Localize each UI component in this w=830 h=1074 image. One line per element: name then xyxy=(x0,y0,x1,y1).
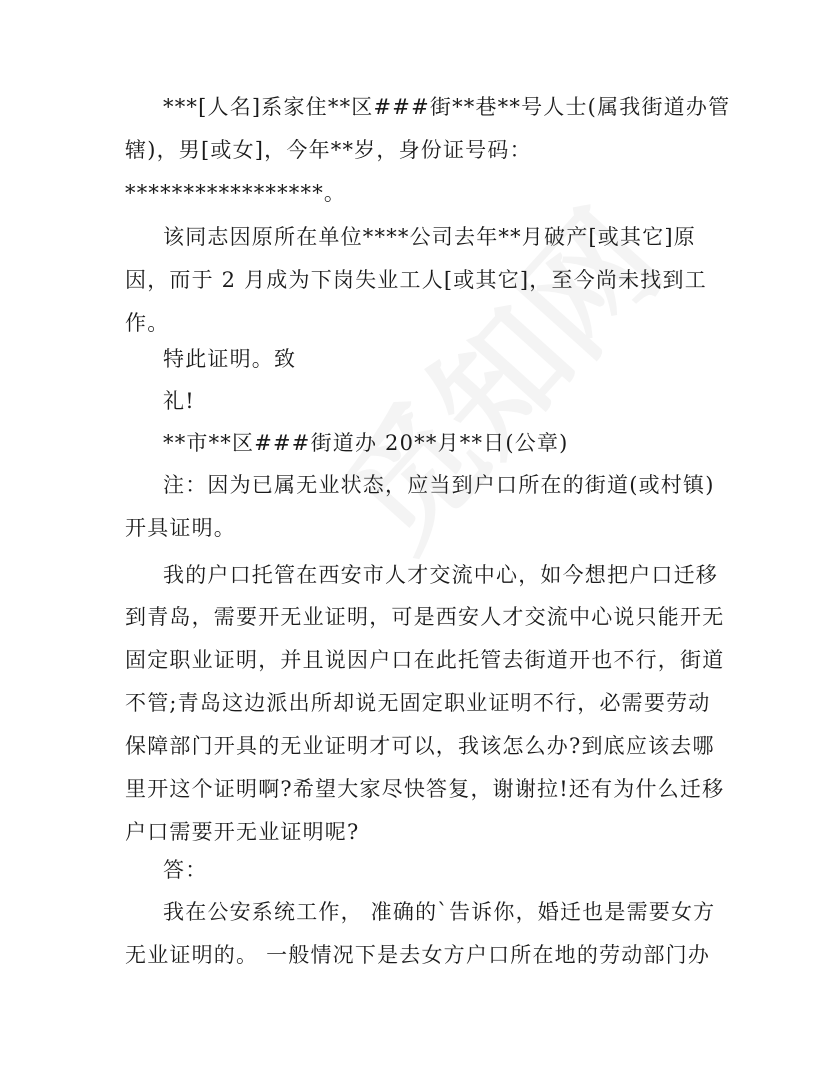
text-line: 保障部门开具的无业证明才可以，我该怎么办?到底应该去哪 xyxy=(125,734,715,758)
text-line: 不管;青岛这边派出所却说无固定职业证明不行，必需要劳动 xyxy=(125,691,711,715)
text-line: 该同志因原所在单位****公司去年**月破产[或其它]原 xyxy=(163,225,696,249)
text-line: 辖)，男[或女]，今年**岁，身份证号码： xyxy=(125,138,532,162)
text-line: 里开这个证明啊?希望大家尽快答复，谢谢拉!还有为什么迁移 xyxy=(125,777,725,801)
text-line: 到青岛，需要开无业证明，可是西安人才交流中心说只能开无 xyxy=(125,605,725,629)
text-line: 固定职业证明，并且说因户口在此托管去街道开也不行，街道 xyxy=(125,648,725,672)
text-line: 注：因为已属无业状态，应当到户口所在的街道(或村镇) xyxy=(163,473,715,497)
text-line: 答： xyxy=(163,858,208,882)
text-line: 无业证明的。 一般情况下是去女方户口所在地的劳动部门办 xyxy=(125,943,711,967)
text-line: **市**区###街道办 20**月**日(公章) xyxy=(163,431,569,455)
text-line: ***[人名]系家住**区###街**巷**号人士(属我街道办管 xyxy=(163,95,731,119)
text-line: 我在公安系统工作， 准确的`告诉你，婚迁也是需要女方 xyxy=(163,900,716,924)
text-line: 开具证明。 xyxy=(125,516,236,540)
text-line: 特此证明。致 xyxy=(163,347,297,371)
text-line: 户口需要开无业证明呢? xyxy=(125,820,360,844)
text-line: 因，而于 2 月成为下岗失业工人[或其它]，至今尚未找到工 xyxy=(125,268,707,292)
text-line: 礼! xyxy=(163,389,195,413)
text-line: 我的户口托管在西安市人才交流中心，如今想把户口迁移 xyxy=(163,563,718,587)
text-line: *****************。 xyxy=(125,181,347,205)
text-line: 作。 xyxy=(125,311,170,335)
